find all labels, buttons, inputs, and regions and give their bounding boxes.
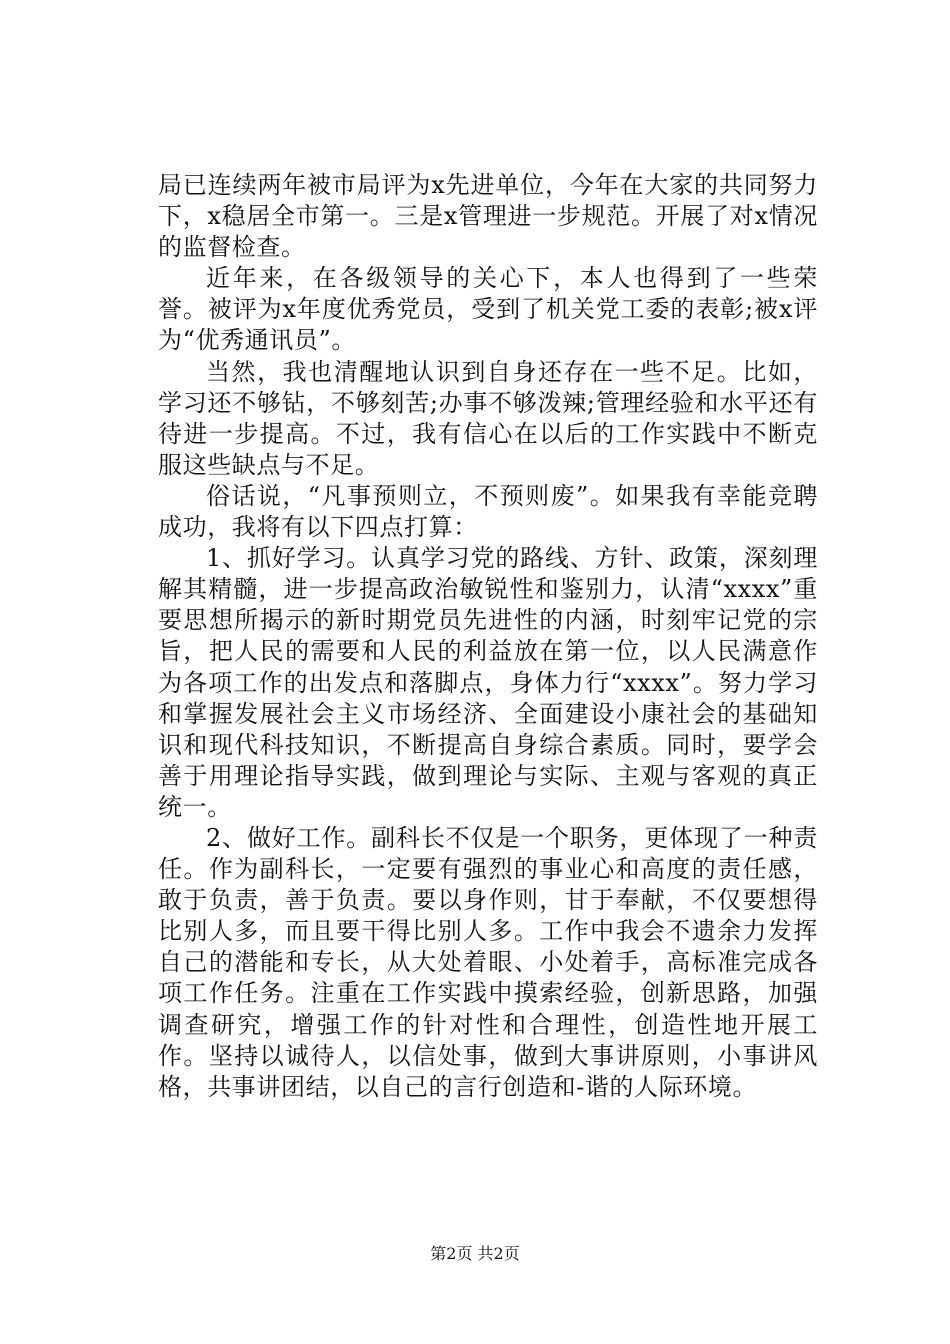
paragraph-plans-intro: 俗话说，“凡事预则立，不预则废”。如果我有幸能竞聘成功，我将有以下四点打算： (158, 481, 818, 542)
paragraph-honors: 近年来，在各级领导的关心下，本人也得到了一些荣誉。被评为x年度优秀党员，受到了机关党工委的表彰;被x评为“优秀通讯员”。 (158, 264, 818, 355)
paragraph-plan-work: 2、做好工作。副科长不仅是一个职务，更体现了一种责任。作为副科长，一定要有强烈的事业心和高度的责任感，敢于负责，善于负责。要以身作则，甘于奉献，不仅要想得比别人多，而且要干得比别人多。工作中我会不遗余力发挥自己的潜能和专长，从大处着眼、小处着手，高标准完成各项工作任务。注重在工作实践中摸索经验，创新思路，加强调查研究，增强工作的针对性和合理性，创造性地开展工作。坚持以诚待人，以信处事，做到大事讲原则，小事讲风格，共事讲团结，以自己的言行创造和-谐的人际环境。 (158, 823, 818, 1101)
paragraph-continuation: 局已连续两年被市局评为x先进单位，今年在大家的共同努力下，x稳居全市第一。三是x管理进一步规范。开展了对x情况的监督检查。 (158, 171, 818, 262)
paragraph-shortcomings: 当然，我也清醒地认识到自身还存在一些不足。比如，学习还不够钻，不够刻苦;办事不够泼辣;管理经验和水平还有待进一步提高。不过，我有信心在以后的工作实践中不断克服这些缺点与不足。 (158, 357, 818, 479)
paragraph-plan-study: 1、抓好学习。认真学习党的路线、方针、政策，深刻理解其精髓，进一步提高政治敏锐性和鉴别力，认清“xxxx”重要思想所揭示的新时期党员先进性的内涵，时刻牢记党的宗旨，把人民的需要和人民的利益放在第一位，以人民满意作为各项工作的出发点和落脚点，身体力行“xxxx”。努力学习和掌握发展社会主义市场经济、全面建设小康社会的基础知识和现代科技知识，不断提高自身综合素质。同时，要学会善于用理论指导实践，做到理论与实际、主观与客观的真正统一。 (158, 544, 818, 821)
page-number-footer: 第2页 共2页 (430, 1244, 520, 1263)
document-body (158, 170, 818, 1103)
